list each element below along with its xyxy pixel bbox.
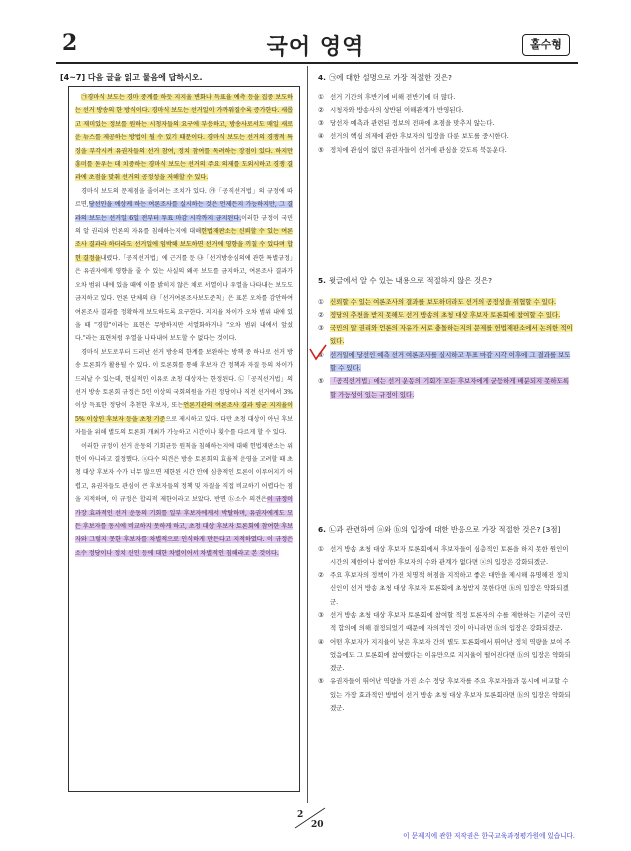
option-text: 선거 방송 초청 대상 후보자 토론회에서 후보자들이 심층적인 토론을 하지 못한 원인이 시간의 제한이나 참여한 후보자의 수와 관계가 없다면 ⓐ의 입장은 강화되겠군.: [330, 544, 569, 566]
q4-option-3[interactable]: [318, 117, 576, 130]
passage-text: 경마식 보도로부터 드러난 선거 방송의 한계를 보완하는 방책 중 하나로 선거 방송 토론회가 활용될 수 있다. 이 토론회를 통해 후보자 간 정책과 자질 등의 차이가 드러날 수 있는데, 현실적인 이유로 초청 대상자는 한정된다. ㉡「공직선거법」의 선거 방송 토론회 규정은 5인 이상의 국회의원을 가진 정당이나 직전 선거에서 3% 이상 득표한 정당이 추천한 후보자, 또는: [75, 348, 293, 410]
question-text: 윗글에서 알 수 있는 내용으로 적절하지 않은 것은?: [328, 276, 493, 285]
q5-option-4[interactable]: [318, 349, 576, 376]
q4-option-2[interactable]: [318, 104, 576, 117]
option-mark: ③: [318, 119, 324, 128]
question-number: 6.: [318, 525, 326, 534]
question-number: 5.: [318, 276, 326, 285]
option-mark: ②: [318, 105, 324, 114]
passage-text: 이러한 규정이 국민의 알 권리와 언론의 자유를 침해하는지에 대해: [75, 214, 293, 236]
copyright-notice: 이 문제지에 관한 저작권은 한국교육과정평가원에 있습니다.: [403, 832, 575, 840]
highlight-yellow: 언론기관의 여론조사 결과 평균 지지율이 5% 이상인 후보자 등을 초청 기준: [75, 402, 293, 423]
highlight-purple: 이 규정이 가장 효과적인 선거 운동의 기회를 일부 후보자에게서 박탈하며, 유권자에게도 모든 후보자를 동시에 비교하지 못하게 하고, 초청 대상 후보자 토론회에 참여한 후보자와 그렇지 못한 후보자를 차별적으로 인식하게 만든다고 지적하였다. 이 규정은 소수 정당이나 정치 신인 등에 대한 차별이어서 차별적인 침해라고 본 것이다.: [75, 496, 293, 557]
passage-text: 경마식 보도의 문제점을 줄이려는 조치가 있다. ㉮「공직선거법」의 규정에 따르면,: [75, 187, 293, 209]
question-4: [318, 72, 576, 157]
option-text: 정당의 추천을 받지 못해도 선거 방송의 초청 대상 후보자 토론회에 참여할 수 있다.: [330, 310, 561, 319]
option-mark: ①: [318, 544, 324, 553]
option-mark: ④: [318, 637, 324, 646]
q5-option-3[interactable]: [318, 322, 576, 349]
check-mark-icon: [307, 343, 329, 363]
option-text: 어떤 후보자가 지지율이 낮은 후보자 간의 별도 토론회에서 뛰어난 정치 역량을 보여 주었음에도 그 토론회에 참여했다는 이유만으로 지지율이 떨어진다면 ⓑ의 입장은 약화되겠군.: [330, 637, 571, 673]
option-text: 당선자 예측과 관련된 정보의 전파에 초점을 맞추지 않는다.: [330, 119, 495, 128]
question-5: [318, 275, 576, 402]
instructions: [4~7] 다음 글을 읽고 물음에 답하시오.: [60, 73, 203, 82]
question-number: 4.: [318, 73, 326, 82]
header-rule: [56, 62, 578, 64]
question-6: [318, 524, 576, 715]
option-mark: ④: [318, 132, 324, 141]
option-text: 시청자와 방송사의 상반된 이해관계가 반영된다.: [330, 105, 464, 114]
option-text: 선거의 핵심 의제에 관한 후보자의 입장을 다룬 보도를 중시한다.: [330, 132, 509, 141]
passage-text: 으로 제시하고 있다. 다만 초청 대상이 아닌 후보자들을 위해 별도의 토론회 개최가 가능하고 시간이나 횟수를 다르게 할 수 있다.: [75, 415, 293, 437]
option-mark: ⑤: [318, 145, 324, 154]
option-mark: ①: [318, 92, 324, 101]
q5-option-5[interactable]: [318, 375, 576, 402]
q6-option-4[interactable]: [318, 636, 576, 676]
reading-passage: [68, 86, 300, 792]
question-text: ㉡과 관련하여 ⓐ와 ⓑ의 입장에 대한 반응으로 가장 적절한 것은? [3점]: [328, 525, 561, 534]
question-6-stem: [318, 524, 576, 537]
column-divider: [307, 66, 308, 803]
passage-paragraph-4: [75, 440, 293, 561]
option-mark: ②: [318, 571, 324, 580]
q4-option-5[interactable]: [318, 144, 576, 157]
option-text: 「공직선거법」에는 선거 운동의 기회가 모든 후보자에게 균등하게 배분되지 못하도록 할 가능성이 있는 규정이 있다.: [330, 377, 569, 399]
question-5-stem: [318, 275, 576, 288]
option-mark: ⑤: [318, 677, 324, 686]
option-mark: ②: [318, 310, 324, 319]
q6-option-3[interactable]: [318, 609, 576, 636]
question-4-stem: [318, 72, 576, 85]
passage-paragraph-3: [75, 346, 293, 440]
exam-type-badge: 홀수형: [522, 34, 570, 56]
highlight-keyword: ㉠경마식 보도는 경마 중계를 하듯 지지율 변화나 득표율 예측 등을 집중 보도하는 선거 방송의 한 방식이다. 경마식 보도는 선거일이 가까워질수록 증가한다. 새롭고 재미있는 정보를 원하는 시청자들의 요구에 부응하고, 방송사로서도 매일 새로운 뉴스를 제공하는 방법이 될 수 있기 때문이다. 경마식 보도는 선거의 경쟁적 특징을 부각시켜 유권자들의 선거 참여, 정치 참여를 독려하는 장점이 있다. 하지만 흥미를 돋우는 데 치중하는 경마식 보도는 선거의 주요 의제를 도외시하고 경쟁 결과에 초점을 맞춰 선거의 공정성을 저해할 수 있다.: [75, 94, 293, 182]
page-current: 2: [297, 810, 304, 820]
q5-option-1[interactable]: [318, 296, 576, 309]
highlight-blue: 당선인을 예상케 하는 여론조사를 실시하는 것은 언제든지 가능하지만, 그 결과의 보도는 선거일 6일 전부터 투표 마감 시각까지 금지된다.: [75, 201, 293, 222]
page-total: 20: [311, 820, 324, 830]
option-mark: ①: [318, 297, 324, 306]
option-text: 유권자들이 뛰어난 역량을 가진 소수 정당 후보자를 주요 후보자들과 동시에 비교할 수 있는 가장 효과적인 방법이 선거 방송 초청 대상 후보자 토론회라면 ⓑ의 입장은 약화되겠군.: [330, 677, 571, 713]
question-text: ㉠에 대한 설명으로 가장 적절한 것은?: [328, 73, 452, 82]
option-text: 선거 방송 초청 대상 후보자 토론회에 참여할 적정 토론자의 수를 제한하는 기준이 국민적 합의에 의해 결정되었기 때문에 자의적인 것이 아니라면 ⓑ의 입장은 강화되겠군.: [330, 610, 571, 633]
option-mark: ⑤: [318, 377, 324, 386]
subject-title: 국어 영역: [266, 35, 365, 60]
q5-option-2[interactable]: [318, 309, 576, 322]
page-number: 2: [62, 30, 78, 56]
q4-option-4[interactable]: [318, 130, 576, 143]
option-text: 정치에 관심이 없던 유권자들이 선거에 관심을 갖도록 북돋운다.: [330, 145, 507, 154]
option-mark: ④: [318, 350, 324, 359]
passage-paragraph-2: [75, 185, 293, 346]
passage-text: 이러한 규정이 선거 운동의 기회균등 원칙을 침해하는지에 대해 헌법재판소는 위헌이 아니라고 결정했다. ⓐ다수 의견은 방송 토론회의 효율적 운영을 고려할 때 초청 대상 후보자 수가 너무 많으면 제한된 시간 안에 심층적인 토론이 이루어지기 어렵고, 유권자들도 관심이 큰 후보자들의 정책 및 자질을 직접 비교하기 어렵다는 점을 지적하며, 이 규정은 합리적 제한이라고 보았다. 반면 ⓑ소수 의견은: [75, 442, 293, 504]
page-indicator: [287, 806, 333, 830]
passage-paragraph-1: [75, 91, 293, 185]
passage-text: 내렸다.「공직선거법」에 근거를 둔 ㉯「선거방송심의에 관한 특별규정」은 유권자에게 영향을 줄 수 있는 사실의 왜곡 보도를 금지하고, 여론조사 결과가 오차 범위 내에 있을 때에 이를 밝히지 않은 채로 서열이나 우열을 나타내는 보도도 금지하고 있다. 언론 단체의 ㉰「선거여론조사보도준칙」은 표본 오차를 감안하여 여론조사 결과를 정확하게 보도하도록 요구한다. 지지율 차이가 오차 범위 내에 있을 때 "경합"이라는 표현은 무방하지만 서열화하거나 "오차 범위 내에서 앞섰다."라는 표현처럼 우열을 나타내어 보도할 수 없다는 것이다.: [75, 254, 294, 343]
option-text: 선거일에 당선인 예측 선거 여론조사를 실시하고 투표 마감 시각 이후에 그 결과를 보도할 수 있다.: [330, 350, 571, 372]
q6-option-2[interactable]: [318, 569, 576, 609]
q6-option-5[interactable]: [318, 675, 576, 715]
option-mark: ③: [318, 324, 324, 333]
q6-option-1[interactable]: [318, 543, 576, 570]
option-text: 신뢰할 수 있는 여론조사의 결과를 보도하더라도 선거의 공정성을 위협할 수 있다.: [330, 297, 557, 306]
highlight-yellow: 헌법재판소는 신뢰할 수 있는 여론조사 결과라 하더라도 선거일에 임박해 보도하면 선거에 영향을 끼칠 수 있다며 합헌 결정을: [75, 228, 293, 262]
option-mark: ③: [318, 610, 324, 619]
option-text: 선거 기간의 후반기에 비해 전반기에 더 많다.: [330, 92, 456, 101]
option-text: 국민의 알 권리와 언론의 자유가 서로 충돌하는지의 문제를 헌법재판소에서 논의한 적이 있다.: [330, 324, 573, 346]
option-text: 주요 후보자의 정책이 가진 치명적 허점을 지적하고 좋은 대안을 제시해 유명해진 정치 신인이 선거 방송 초청 대상 후보자 토론회에 초청받지 못한다면 ⓑ의 입장은 약화되겠군.: [330, 571, 569, 606]
q4-option-1[interactable]: [318, 91, 576, 104]
